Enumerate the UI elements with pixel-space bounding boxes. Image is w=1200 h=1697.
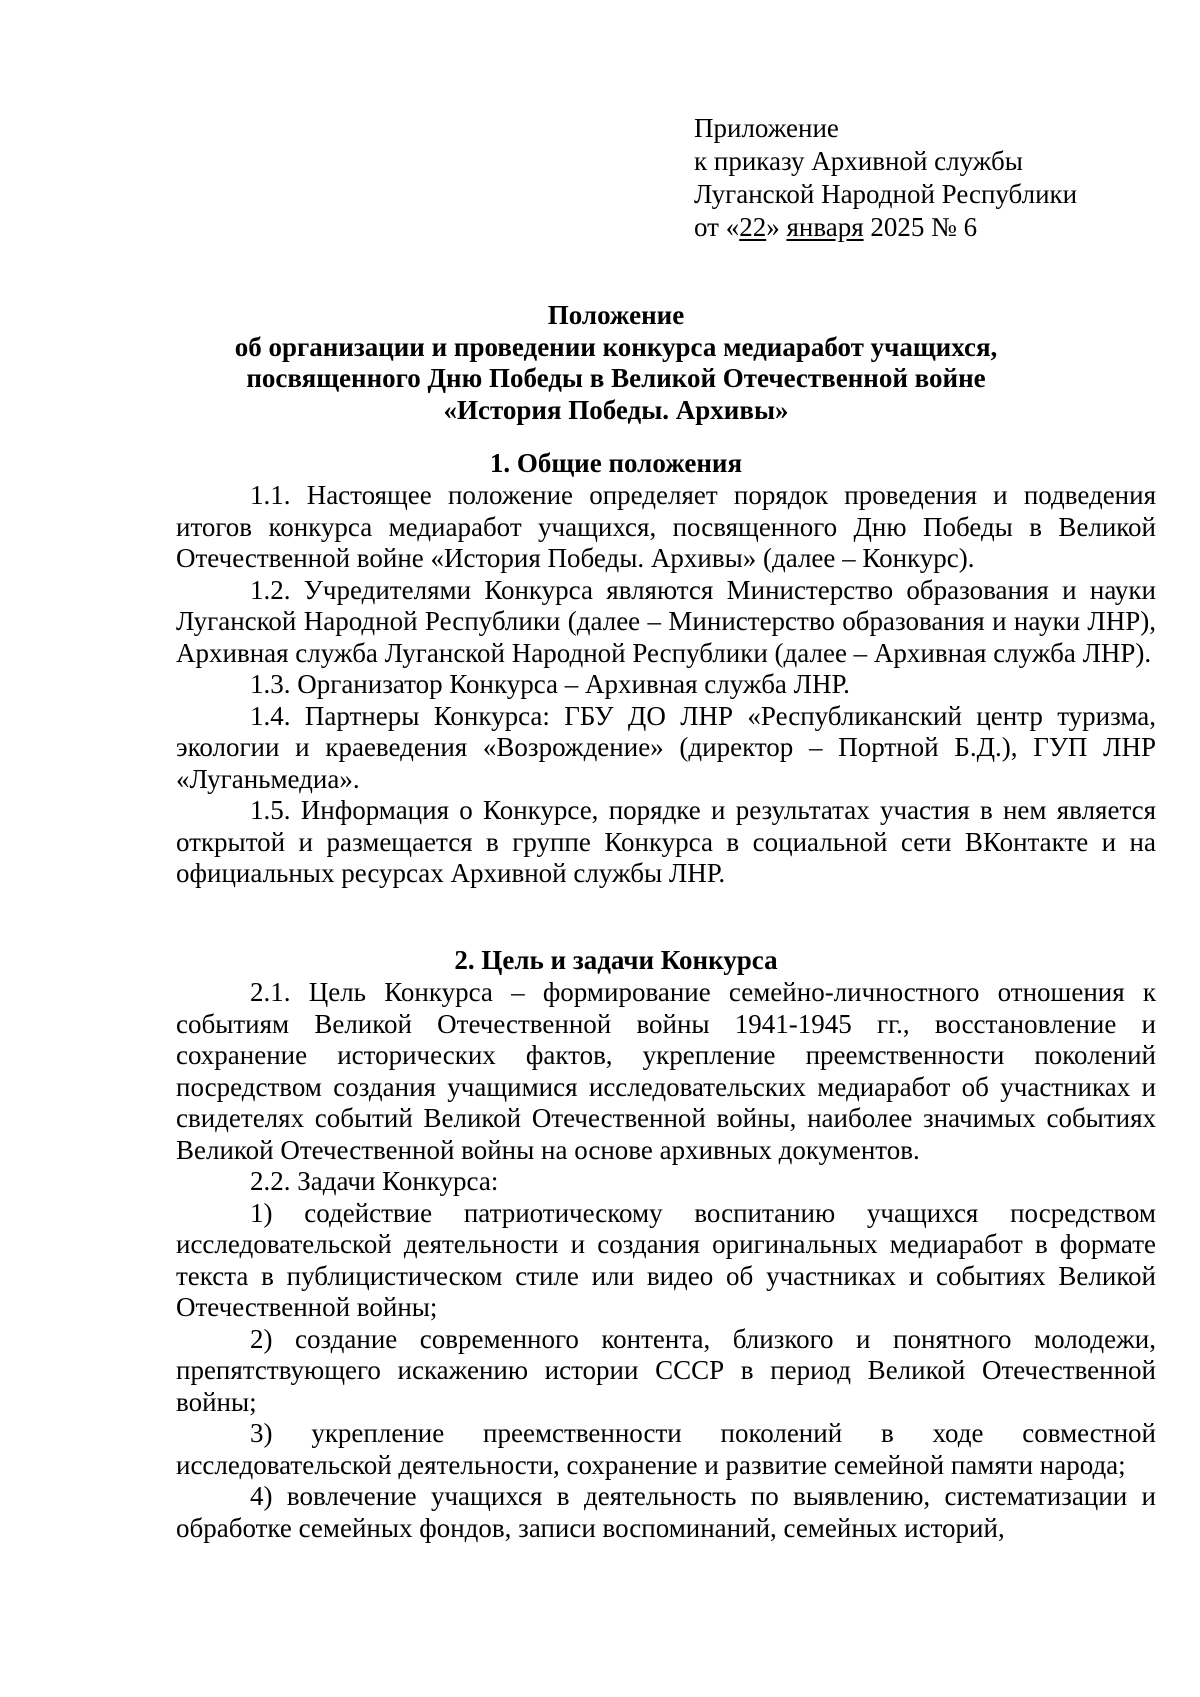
paragraph-1-5: 1.5. Информация о Конкурсе, порядке и результатах участия в нем является открытой и размещается в группе Конкурса в социальной сети ВКонтакте и на официальных ресурсах Архивной службы ЛНР. xyxy=(176,795,1156,888)
section-1-body xyxy=(176,480,1156,890)
paragraph-2-1: 2.1. Цель Конкурса – формирование семейно-личностного отношения к событиям Великой Отечественной войны 1941-1945 гг., восстановление и сохранение исторических фактов, укрепление преемственности поколений посредством создания учащимися исследовательских медиаработ об участниках и свидетелях событий Великой Отечественной войны, наиболее значимых событиях Великой Отечественной войны на основе архивных документов. xyxy=(176,977,1156,1165)
appendix-block xyxy=(694,112,1077,244)
title-line-1: Положение xyxy=(547,300,685,330)
paragraph-1-2: 1.2. Учредителями Конкурса являются Министерство образования и науки Луганской Народной Республики (далее – Министерство образования и науки ЛНР), Архивная служба Луганской Народной Республики (далее – Архивная служба ЛНР). xyxy=(176,574,1156,668)
appendix-line-2: к приказу Архивной службы xyxy=(694,146,1023,176)
task-item-3: 3) укрепление преемственности поколений в ходе совместной исследовательской деятельности, сохранение и развитие семейной памяти народа; xyxy=(176,1418,1156,1480)
date-month: января xyxy=(786,212,864,242)
appendix-line-1: Приложение xyxy=(694,113,839,143)
paragraph-1-3: 1.3. Организатор Конкурса – Архивная служба ЛНР. xyxy=(250,669,850,699)
appendix-date xyxy=(694,211,1077,244)
section-2-body xyxy=(176,977,1156,1544)
date-suffix: 2025 № 6 xyxy=(863,212,978,242)
section-1-heading: 1. Общие положения xyxy=(489,448,743,478)
section-2-heading: 2. Цель и задачи Конкурса xyxy=(454,945,778,975)
title-line-4: «История Победы. Архивы» xyxy=(443,394,789,425)
task-item-1: 1) содействие патриотическому воспитанию учащихся посредством исследовательской деятельности и создания оригинальных медиаработ в формате текста в публицистическом стиле или видео об участниках и событиях Великой Отечественной войны; xyxy=(176,1197,1156,1322)
task-item-2: 2) создание современного контента, близкого и понятного молодежи, препятствующего искажению истории СССР в период Великой Отечественной войны; xyxy=(176,1323,1156,1417)
title-line-2: об организации и проведении конкурса медиаработ учащихся, xyxy=(234,331,998,362)
date-day: 22 xyxy=(739,212,767,242)
date-mid: » xyxy=(766,212,787,242)
paragraph-1-1: 1.1. Настоящее положение определяет порядок проведения и подведения итогов конкурса медиаработ учащихся, посвященного Дню Победы в Великой Отечественной войне «История Победы. Архивы» (далее – Конкурс). xyxy=(176,480,1156,573)
appendix-line-3: Луганской Народной Республики xyxy=(694,179,1078,209)
document-title xyxy=(176,300,1056,426)
task-item-4: 4) вовлечение учащихся в деятельность по выявлению, систематизации и обработке семейных фондов, записи воспоминаний, семейных историй, xyxy=(176,1481,1156,1543)
title-line-3: посвященного Дню Победы в Великой Отечественной войне xyxy=(246,363,986,393)
paragraph-1-4: 1.4. Партнеры Конкурса: ГБУ ДО ЛНР «Республиканский центр туризма, экологии и краеведения «Возрождение» (директор – Портной Б.Д.), ГУП ЛНР «Луганьмедиа». xyxy=(176,700,1156,794)
paragraph-2-2: 2.2. Задачи Конкурса: xyxy=(250,1166,499,1196)
date-prefix: от « xyxy=(694,212,740,242)
